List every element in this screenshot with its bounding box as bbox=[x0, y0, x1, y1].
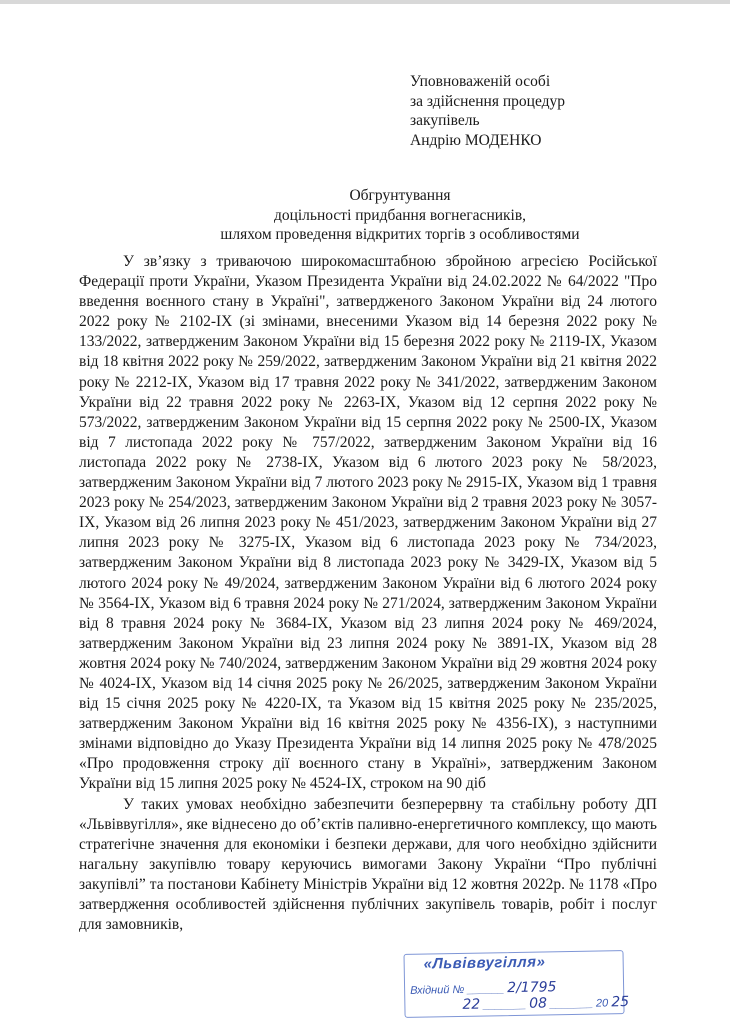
title-line: доцільності придбання вогнегасників, bbox=[273, 206, 527, 224]
body-paragraph: У зв’язку з триваючою широкомасштабною збройною агресією Російської Федерації проти України, Указом Президента України від 24.02.2022 № 64/2022 "Про введення воєнного стану в Україні", затвердженого Законом України від 24 лютого 2022 року № 2102-IX (зі змінами, внесеними Указом від 14 березня 2022 року № 133/2022, затвердженим Законом України від 15 березня 2022 року № 2119-IX, Указом від 18 квітня 2022 року № 259/2022, затвердженим Законом України від 21 квітня 2022 року № 2212-IX, Указом від 17 травня 2022 року № 341/2022, затвердженим Законом України від 22 травня 2022 року № 2263-IX, Указом від 12 серпня 2022 року № 573/2022, затвердженим Законом України від 15 серпня 2022 року № 2500-IX, Указом від 7 листопада 2022 року № 757/2022, затвердженим Законом України від 16 листопада 2022 року № 2738-IX, Указом від 6 лютого 2023 року № 58/2023, затвердженим Законом України від 7 лютого 2023 року № 2915-IX, Указом від 1 травня 2023 року № 254/2023, затвердженим Законом України від 2 травня 2023 року № 3057-IX, Указом від 26 липня 2023 року № 451/2023, затвердженим Законом України від 27 липня 2023 року № 3275-IX, Указом від 6 листопада 2023 року № 734/2023, затвердженим Законом України від 8 листопада 2023 року № 3429-IX, Указом від 5 лютого 2024 року № 49/2024, затвердженим Законом України від 6 лютого 2024 року № 3564-IX, Указом від 6 травня 2024 року № 271/2024, затвердженим Законом України від 8 травня 2024 року № 3684-IX, Указом від 23 липня 2024 року № 469/2024, затвердженим Законом України від 23 липня 2024 року № 3891-IX, Указом від 28 жовтня 2024 року № 740/2024, затвердженим Законом України від 29 жовтня 2024 року № 4024-IX, Указом від 14 січня 2025 року № 26/2025, затвердженим Законом України від 15 січня 2025 року № 4220-IX, та Указом від 15 квітня 2025 року № 235/2025, затвердженим Законом України від 16 квітня 2025 року № 4356-IX), з наступними змінами відповідно до Указу Президента України від 14 липня 2025 року № 478/2025 «Про продовження строку дії воєнного стану в Україні», затвердженим Законом України від 15 липня 2025 року № 4524-IX, строком на 90 діб bbox=[79, 253, 657, 793]
scan-top-edge bbox=[0, 0, 730, 4]
incoming-stamp bbox=[403, 946, 630, 1018]
addressee-name: Андрію МОДЕНКО bbox=[410, 131, 542, 149]
stamp-date-row: 22 _______ 08 _______ 20 25 bbox=[462, 994, 630, 1013]
addressee-block bbox=[410, 72, 565, 150]
stamp-year-suffix: 25 bbox=[611, 994, 630, 1011]
stamp-incoming-label: Вхідний № bbox=[410, 983, 465, 997]
stamp-year-prefix: 20 bbox=[595, 997, 609, 1010]
document-body bbox=[79, 252, 657, 935]
title-line: Обгрунтування bbox=[349, 187, 451, 204]
addressee-line: Уповноваженій особі bbox=[410, 73, 551, 90]
addressee-line: закупівель bbox=[410, 112, 480, 129]
document-title bbox=[150, 186, 650, 245]
stamp-day: 22 bbox=[462, 996, 481, 1013]
addressee-line: за здійснення процедур bbox=[410, 92, 566, 110]
stamp-incoming-number: 2/1795 bbox=[507, 979, 557, 997]
stamp-month: 08 bbox=[529, 995, 548, 1012]
stamp-number-row: Вхідний № ______ 2/1795 bbox=[410, 979, 557, 997]
body-paragraph: У таких умовах необхідно забезпечити безперервну та стабільну роботу ДП «Львіввугілля», яке віднесено до об’єктів паливно-енергетичного комплексу, що мають стратегічне значення для економіки і безпеки держави, для чого необхідно здійснити нагальну закупівлю товару керуючись вимогами Закону України “Про публічні закупівлі” та постанови Кабінету Міністрів України від 12 жовтня 2022р. № 1178 «Про затвердження особливостей здійснення публічних закупівель товарів, робіт і послуг для замовників, bbox=[79, 795, 657, 934]
stamp-organization: «Львіввугілля» bbox=[423, 953, 546, 973]
title-line: шляхом проведення відкритих торгів з особливостями bbox=[220, 226, 580, 243]
